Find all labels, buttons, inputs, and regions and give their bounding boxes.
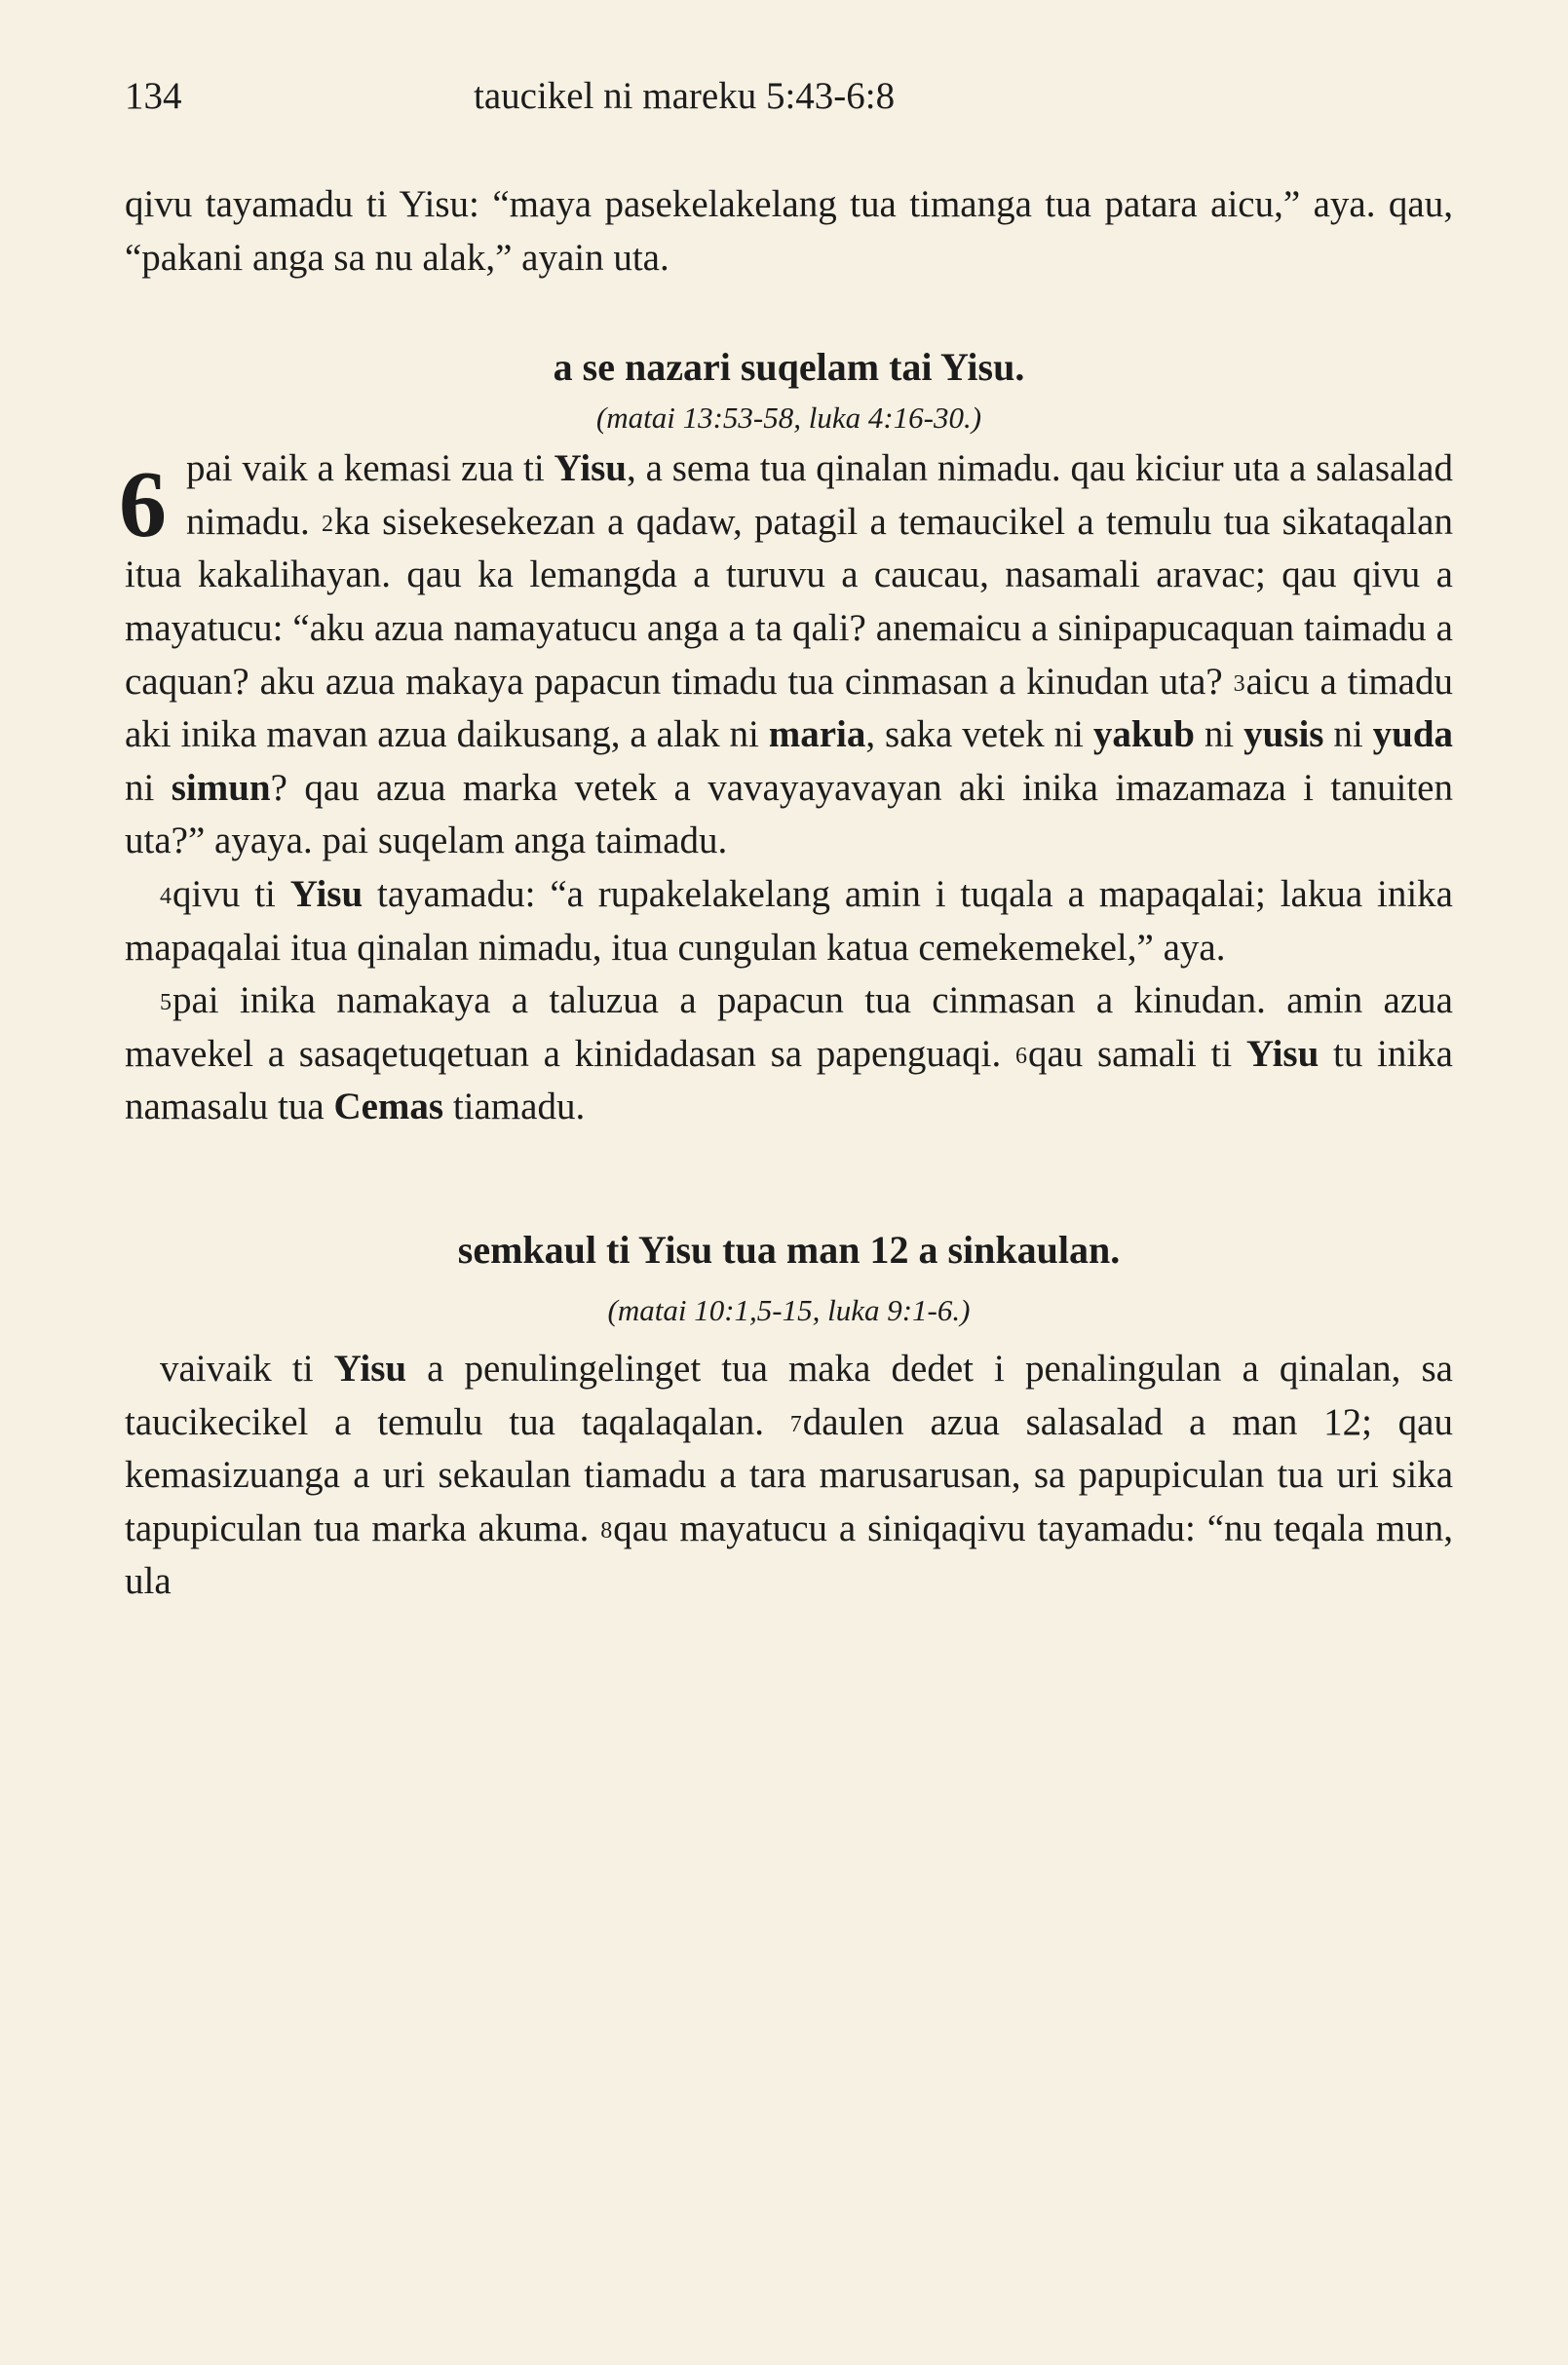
verse-number-2: 2 (322, 511, 334, 537)
paragraph-top-text: qivu tayamadu ti Yisu: “maya pasekelakelang tua timanga tua patara aicu,” aya. qau, “pakani anga sa nu alak,” ayain uta. (125, 183, 1453, 279)
running-title: taucikel ni mareku 5:43-6:8 (474, 75, 896, 117)
cross-reference-2: (matai 10:1,5-15, luka 9:1-6.) (607, 1292, 971, 1327)
verse-4-text-c: tayamadu: “a rupakelakelang amin i tuqala a mapaqalai; lakua inika mapaqalai itua qinalan nimadu, itua cungulan katua cemekemekel,” aya. (125, 872, 1453, 969)
name-yisu: Yisu (554, 447, 627, 490)
verse-1-text-a: pai vaik a kemasi zua ti (186, 447, 555, 490)
paragraph-verse-5 (125, 974, 1453, 1134)
page-header (125, 74, 1453, 133)
section-heading-1: a se nazari suqelam tai Yisu. (553, 345, 1025, 390)
name-yisu: Yisu (333, 1347, 407, 1390)
name-maria: maria (768, 713, 866, 756)
verse-number-7: 7 (789, 1411, 802, 1437)
name-yusis: yusis (1243, 713, 1324, 756)
verse-6-text-a: qau samali ti (1027, 1032, 1246, 1075)
verse-number-5: 5 (160, 990, 172, 1016)
verse-6-text-e: tiamadu. (443, 1086, 586, 1128)
verse-1-text-c: , a sema tua qinalan nimadu. qau kiciur uta a salasalad nimadu. (186, 447, 1453, 543)
verse-number-8: 8 (600, 1517, 613, 1544)
body-text (119, 178, 1454, 1609)
name-yakub: yakub (1092, 713, 1195, 756)
verse-6-text-c: tu inika namasalu tua (125, 1032, 1453, 1128)
verse-6b-text-a: vaivaik ti (160, 1347, 334, 1390)
paragraph-verse-4 (125, 868, 1453, 974)
verse-number-3: 3 (1233, 670, 1245, 697)
chapter-number: 6 (119, 452, 167, 558)
name-simun: simun (171, 766, 271, 809)
name-yisu: Yisu (1245, 1032, 1319, 1075)
paragraph-section-2 (125, 1343, 1453, 1609)
verse-3-text-i: ni (125, 766, 172, 809)
cross-reference-1: (matai 13:53-58, luka 4:16-30.) (595, 401, 982, 436)
verse-number-4: 4 (160, 883, 172, 909)
verse-4-text-a: qivu ti (172, 872, 290, 915)
verse-8-text: qau mayatucu a siniqaqivu tayamadu: “nu teqala mun, ula (125, 1507, 1453, 1603)
section-heading-2: semkaul ti Yisu tua man 12 a sinkaulan. (457, 1227, 1121, 1272)
name-yuda: yuda (1372, 713, 1454, 756)
verse-3-text-c: , saka vetek ni (865, 713, 1093, 756)
name-cemas: Cemas (333, 1086, 444, 1128)
chapter-paragraph (119, 442, 1454, 868)
verse-3-text-a: aicu a timadu aki inika mavan azua daikusang, a alak ni (125, 660, 1453, 756)
name-yisu: Yisu (289, 872, 363, 915)
verse-2-text: ka sisekesekezan a qadaw, patagil a temaucikel a temulu tua sikataqalan itua kakalihayan. qau ka lemangda a turuvu a caucau, nasamali aravac; qau qivu a mayatucu: “aku azua namayatucu anga a ta qali? anemaicu a sinipapucaquan taimadu a caquan? aku azua makaya papacun timadu tua cinmasan a kinudan uta? (125, 500, 1453, 703)
verse-3-text-e: ni (1194, 713, 1244, 756)
verse-3-text-g: ni (1323, 713, 1373, 756)
verse-7-text: daulen azua salasalad a man 12; qau kemasizuanga a uri sekaulan tiamadu a tara marusarusan, sa papupiculan tua uri sika tapupiculan tua marka akuma. (125, 1400, 1453, 1549)
verse-number-6: 6 (1014, 1043, 1027, 1069)
paragraph-top (125, 178, 1453, 285)
page-number: 134 (125, 75, 182, 117)
verse-5-text: pai inika namakaya a taluzua a papacun tua cinmasan a kinudan. amin azua mavekel a sasaqetuqetuan a kinidadasan sa papenguaqi. (125, 979, 1453, 1075)
verse-6b-text-c: a penulingelinget tua maka dedet i penalingulan a qinalan, sa taucikecikel a temulu tua taqalaqalan. (125, 1347, 1453, 1443)
verse-3-text-k: ? qau azua marka vetek a vavayayavayan aki inika imazamaza i tanuiten uta?” ayaya. pai suqelam anga taimadu. (125, 766, 1453, 862)
